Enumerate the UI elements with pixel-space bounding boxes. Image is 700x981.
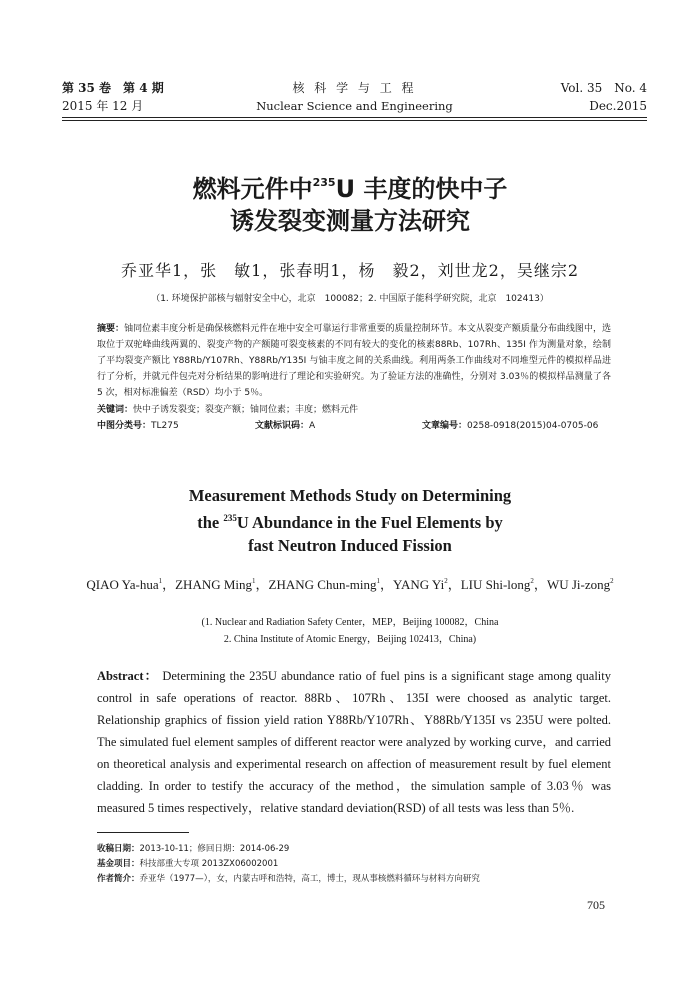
header-rule-thin [62, 117, 647, 118]
header-rule-thick [62, 120, 647, 121]
keywords-zh-label: 关键词： [97, 405, 134, 415]
footnotes [97, 842, 617, 887]
title-zh [0, 167, 700, 237]
abstract-en-label: Abstract： [97, 669, 159, 683]
footnote-received: 收稿日期：2013-10-11；修回日期：2014-06-29 [97, 844, 290, 854]
journal-name-en: Nuclear Science and Engineering [256, 99, 453, 113]
abstract-zh-label: 摘要： [97, 324, 125, 334]
running-header [62, 80, 647, 120]
author-en: ZHANG Ming$^1$， [175, 577, 269, 592]
affiliation-en-line2: 2. China Institute of Atomic Energy，Beijing 102413，China) [223, 634, 477, 645]
footnote-author: 作者简介：乔亚华（1977—），女，内蒙古呼和浩特，高工，博士，现从事核燃料循环与材料方向研究 [97, 874, 480, 884]
abstract-zh [97, 321, 611, 401]
title-en-line3: fast Neutron Induced Fission [248, 536, 452, 555]
author-en: ZHANG Chun-ming$^1$， [268, 577, 394, 592]
authors-zh: 乔亚华1，张 敏1，张春明1，杨 毅2，刘世龙2，吴继宗2 [120, 261, 580, 280]
abstract-en [97, 665, 611, 819]
title-en-line1: Measurement Methods Study on Determining [188, 486, 512, 505]
issue-date-en: Dec.2015 [589, 99, 647, 113]
title-zh-line2: 诱发裂变测量方法研究 [230, 207, 470, 235]
classification-row [97, 418, 611, 434]
title-zh-line1: 燃料元件中$^{235}$U 丰度的快中子 [192, 175, 508, 203]
keywords-zh [97, 402, 611, 418]
abstract-en-text: Determining the 235U abundance ratio of fuel pins is a significant stage among quality control in safe operations of reactor. 88Rb、107Rh、135I were choosed as analytic target. Relationship graphics of fission yield ration Y88Rb/Y107Rh、Y88Rb/Y135I vs 235U were polted. The simulated fuel element samples of different reactor were analyzed by working curve，and carried on theoretical analysis and experimental research on affection of measurement result by fuel element cladding. In order to testify the accuracy of the method，the simulation sample of 3.03％ was measured 5 times respectively，relative standard deviation(RSD) of all tests was less than 5％. [97, 669, 611, 815]
keywords-zh-text: 快中子诱发裂变；裂变产额；铀同位素；丰度；燃料元件 [133, 405, 359, 415]
journal-issue-zh: 第 35 卷 第 4 期 [62, 81, 164, 95]
title-en [0, 484, 700, 557]
author-en: YANG Yi$^2$， [393, 577, 461, 592]
clc-number: 中图分类号：TL275 [97, 421, 179, 431]
authors-en [0, 574, 700, 593]
affiliation-en-line1: (1. Nuclear and Radiation Safety Center，MEP，Beijing 100082，China [201, 617, 499, 628]
document-code: 文献标识码：A [255, 421, 316, 431]
author-en: LIU Shi-long$^2$， [460, 577, 547, 592]
article-id: 文章编号：0258-0918(2015)04-0705-06 [422, 421, 599, 431]
footnote-rule [97, 832, 189, 833]
author-en: QIAO Ya-hua$^1$， [86, 577, 176, 592]
affiliation-zh: （1. 环境保护部核与辐射安全中心，北京 100082；2. 中国原子能科学研究院，北京 102413） [151, 294, 549, 304]
abstract-zh-text: 铀同位素丰度分析是确保核燃料元件在堆中安全可靠运行非常重要的质量控制环节。本文从裂变产额质量分布曲线图中，选取位于双驼峰曲线两翼的、裂变产物的产额随可裂变核素的不同有较大的变化的核素88Rb、107Rh、135I 作为测量对象，绘制了平均裂变产额比 Y88Rb/Y107Rh、Y88Rb/Y135I 与铀丰度之间的关系曲线。利用两条工作曲线对不同堆型元件的模拟样品进行了分析，并就元件包壳对分析结果的影响进行了理论和实验研究。为了验证方法的准确性，分别对 3.03％的模拟样品测量了各 5 次，相对标准偏差（RSD）均小于 5％。 [97, 324, 611, 398]
affiliation-en [0, 614, 700, 648]
journal-name-zh: 核 科 学 与 工 程 [292, 81, 417, 95]
page-number: 705 [587, 898, 605, 912]
issue-date-zh: 2015 年 12 月 [62, 99, 144, 113]
volume-en: Vol. 35 No. 4 [560, 81, 647, 95]
author-en: WU Ji-zong$^2$ [546, 577, 614, 592]
footnote-fund: 基金项目：科技部重大专项 2013ZX06002001 [97, 859, 279, 869]
title-en-line2: the $^{235}$U Abundance in the Fuel Elements by [197, 513, 503, 532]
